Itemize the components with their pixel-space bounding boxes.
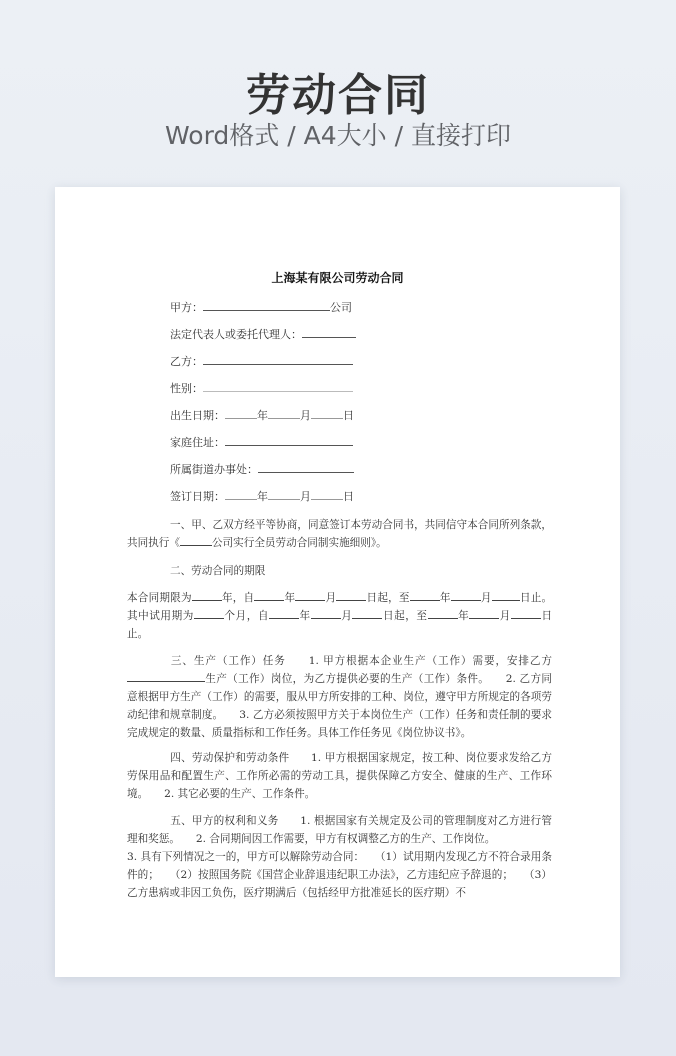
section-1-text-a: 一、甲、乙双方经平等协商，同意签订本劳动合同书，共同信守本合同所列条款，共同执行《: [127, 519, 552, 549]
end-month-blank[interactable]: [451, 591, 481, 601]
home-blank[interactable]: [225, 436, 353, 446]
end-day-blank[interactable]: [492, 591, 520, 601]
field-party-a: [170, 301, 352, 315]
party-a-blank[interactable]: [203, 301, 330, 311]
term-text: 月: [325, 592, 337, 604]
sign-month-blank[interactable]: [268, 490, 300, 500]
term-text: 月: [499, 610, 511, 622]
field-birth-date: [170, 409, 354, 423]
section-5-text-a: 五、甲方的权利和义务 1. 根据国家有关规定及公司的管理制度对乙方进行管理和奖惩。 2. 合同期间因工作需要，甲方有权调整乙方的生产、工作岗位。: [127, 815, 552, 845]
home-label: 家庭住址：: [170, 436, 225, 449]
legal-rep-label: 法定代表人或委托代理人：: [170, 328, 302, 341]
birth-month-blank[interactable]: [268, 409, 300, 419]
sign-label: 签订日期：: [170, 490, 225, 503]
year-label: 年: [257, 490, 268, 503]
field-home-address: [170, 436, 353, 450]
sign-year-blank[interactable]: [225, 490, 257, 500]
sign-day-blank[interactable]: [311, 490, 343, 500]
section-1: [127, 516, 552, 552]
street-blank[interactable]: [258, 463, 354, 473]
probation-end-day-blank[interactable]: [511, 609, 541, 619]
party-a-label: 甲方：: [170, 301, 203, 314]
term-text: 年: [439, 592, 451, 604]
probation-start-year-blank[interactable]: [269, 609, 299, 619]
term-years-blank[interactable]: [192, 591, 222, 601]
birth-year-blank[interactable]: [225, 409, 257, 419]
year-label: 年: [257, 409, 268, 422]
section-1-text-b: 公司实行全员劳动合同制实施细则》。: [211, 537, 387, 549]
document-page: [55, 187, 620, 977]
month-label: 月: [300, 490, 311, 503]
start-month-blank[interactable]: [295, 591, 325, 601]
section-3-text-a: 三、生产（工作）任务 1. 甲方根据本企业生产（工作）需要，安排乙方: [170, 655, 552, 667]
term-text: 月: [340, 610, 353, 622]
section-2-heading: [127, 562, 552, 580]
section-2-heading-text: 二、劳动合同的期限: [170, 565, 266, 577]
field-sign-date: [170, 490, 354, 504]
start-year-blank[interactable]: [254, 591, 284, 601]
month-label: 月: [300, 409, 311, 422]
party-a-suffix: 公司: [330, 301, 352, 314]
term-text: 日止。其中试用期为: [127, 592, 553, 622]
term-text: 年: [284, 592, 296, 604]
end-year-blank[interactable]: [410, 591, 440, 601]
term-text: 年，自: [221, 592, 255, 604]
gender-label: 性别：: [170, 382, 203, 395]
field-gender: [170, 382, 353, 396]
term-text: 年: [457, 610, 470, 622]
birth-label: 出生日期：: [170, 409, 225, 422]
street-label: 所属街道办事处：: [170, 463, 258, 476]
birth-day-blank[interactable]: [311, 409, 343, 419]
party-b-blank[interactable]: [203, 355, 353, 365]
company-name-blank[interactable]: [180, 536, 212, 546]
probation-end-year-blank[interactable]: [428, 609, 458, 619]
section-3-text-b: 生产（工作）岗位，为乙方提供必要的生产（工作）条件。 2. 乙方同意根据甲方生产（工作）的需要，服从甲方所安排的工种、岗位，遵守甲方所规定的各项劳动纪律和规章制度。 3. 乙方必须按照甲方关于本岗位生产（工作）任务和责任制的要求完成规定的数量、质量指标和工作任务。具体工作任务见《岗位协议书》。: [127, 673, 552, 739]
legal-rep-blank[interactable]: [302, 328, 356, 338]
field-street-office: [170, 463, 354, 477]
probation-start-day-blank[interactable]: [352, 609, 382, 619]
gender-blank[interactable]: [203, 382, 353, 392]
term-text: 年: [298, 610, 311, 622]
term-text: 月: [480, 592, 492, 604]
term-text: 本合同期限为: [127, 592, 192, 604]
day-label: 日: [343, 409, 354, 422]
party-b-label: 乙方：: [170, 355, 203, 368]
job-position-blank[interactable]: [127, 672, 205, 682]
section-4-text: 四、劳动保护和劳动条件 1. 甲方根据国家规定，按工种、岗位要求发给乙方劳保用品和配置生产、工作所必需的劳动工具，提供保障乙方安全、健康的生产、工作环境。 2. 其它必要的生产、工作条件。: [127, 752, 552, 800]
probation-end-month-blank[interactable]: [469, 609, 499, 619]
term-text: 日起，至: [366, 592, 410, 604]
probation-start-month-blank[interactable]: [311, 609, 341, 619]
section-5-text-b: 3. 具有下列情况之一的，甲方可以解除劳动合同： （1）试用期内发现乙方不符合录用条件的； （2）按照国务院《国营企业辞退违纪职工办法》，乙方违纪应予辞退的； （3）乙方患病或非因工负伤，医疗期满后（包括经甲方批准延长的医疗期）不: [127, 851, 552, 899]
section-5: [127, 812, 552, 902]
term-text: 个月，自: [223, 610, 269, 622]
section-3: [127, 652, 552, 742]
hero-subtitle: Word格式 / A4大小 / 直接打印: [165, 121, 511, 150]
field-legal-rep: [170, 328, 356, 342]
day-label: 日: [343, 490, 354, 503]
document-title: 上海某有限公司劳动合同: [271, 271, 404, 285]
term-text: 日起，至: [382, 610, 428, 622]
term-text: 日止。: [127, 610, 553, 640]
hero-title: 劳动合同: [246, 70, 430, 121]
section-4: [127, 749, 552, 803]
probation-months-blank[interactable]: [194, 609, 224, 619]
field-party-b: [170, 355, 353, 369]
start-day-blank[interactable]: [336, 591, 366, 601]
section-2-body: [127, 589, 552, 643]
